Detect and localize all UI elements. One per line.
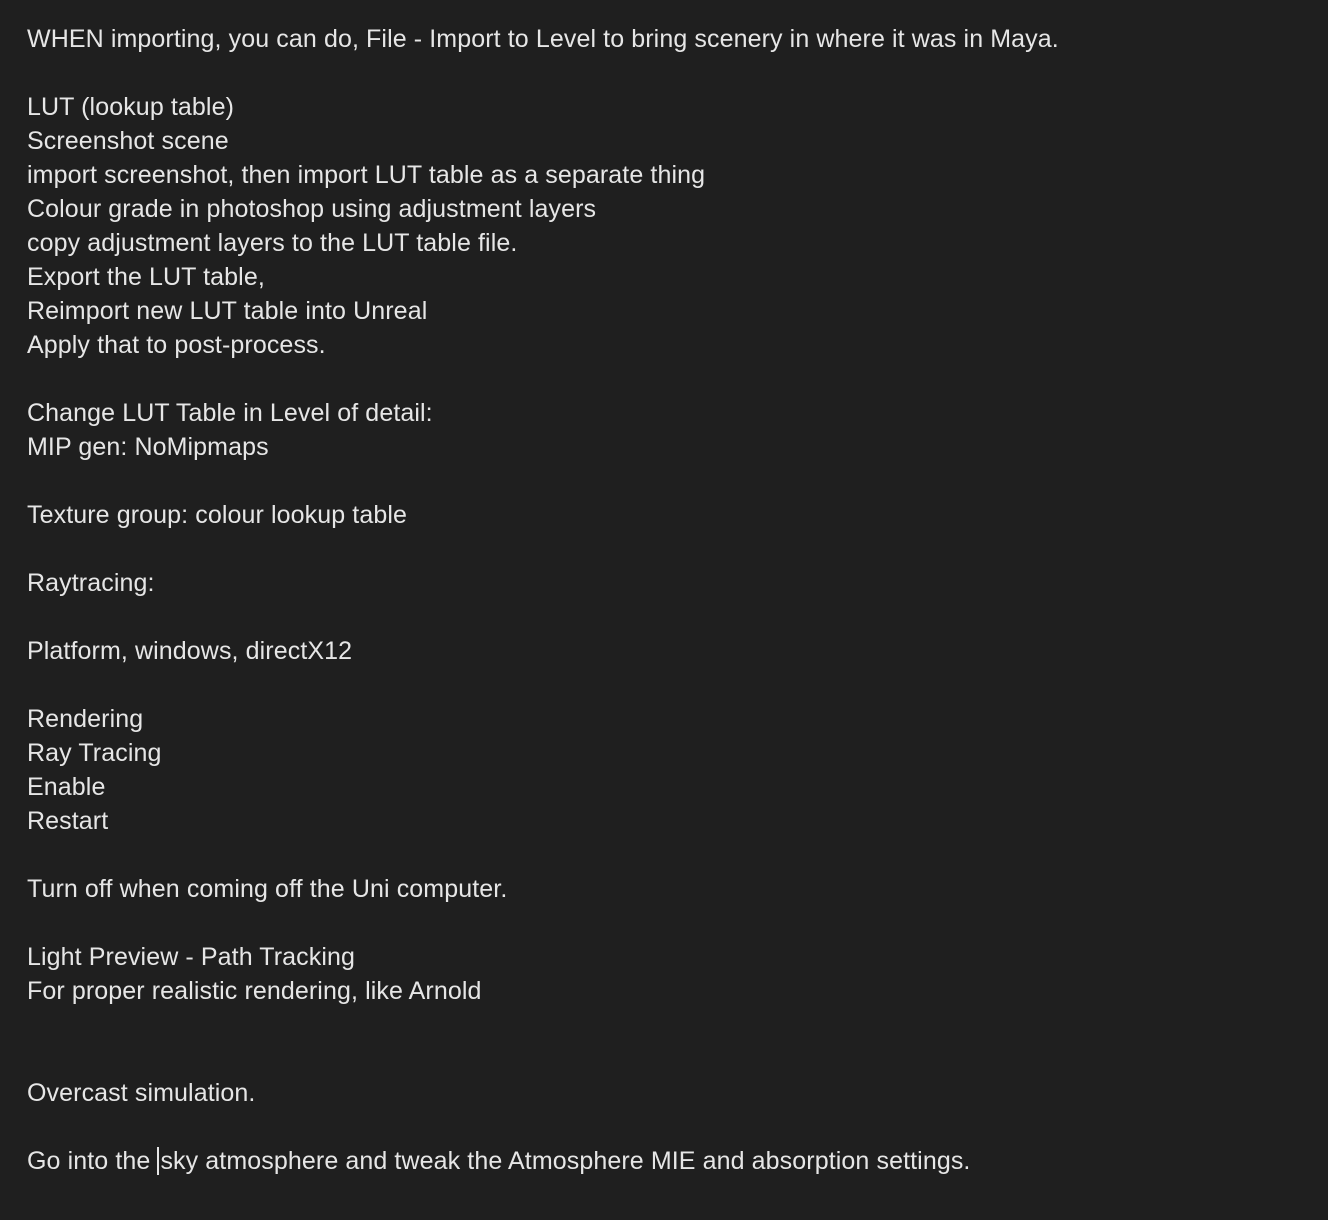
text-after-caret: sky atmosphere and tweak the Atmosphere MIE and absorption settings. — [160, 1147, 971, 1175]
note-line: Ray Tracing — [27, 739, 162, 767]
note-line: Enable — [27, 773, 106, 801]
note-line: Change LUT Table in Level of detail: — [27, 399, 433, 427]
note-line: Apply that to post-process. — [27, 331, 326, 359]
note-line: Raytracing: — [27, 569, 155, 597]
blank-line — [27, 906, 1328, 940]
blank-line — [27, 600, 1328, 634]
note-line: import screenshot, then import LUT table as a separate thing — [27, 161, 706, 189]
note-line: For proper realistic rendering, like Arnold — [27, 977, 482, 1005]
blank-line — [27, 1042, 1328, 1076]
blank-line — [27, 1008, 1328, 1042]
blank-line — [27, 1110, 1328, 1144]
blank-line — [27, 668, 1328, 702]
note-line: Light Preview - Path Tracking — [27, 943, 356, 971]
blank-line — [27, 362, 1328, 396]
blank-line — [27, 464, 1328, 498]
note-line: Reimport new LUT table into Unreal — [27, 297, 428, 325]
note-line: Colour grade in photoshop using adjustment layers — [27, 195, 597, 223]
note-line: Restart — [27, 807, 109, 835]
note-line: Turn off when coming off the Uni computer. — [27, 875, 508, 903]
note-line-with-caret — [27, 1144, 1328, 1178]
note-line: Rendering — [27, 705, 144, 733]
blank-line — [27, 532, 1328, 566]
text-before-caret: Go into the — [27, 1147, 158, 1175]
note-line: copy adjustment layers to the LUT table file. — [27, 229, 518, 257]
note-line: MIP gen: NoMipmaps — [27, 433, 269, 461]
blank-line — [27, 56, 1328, 90]
note-line: LUT (lookup table) — [27, 93, 235, 121]
note-line: WHEN importing, you can do, File - Import to Level to bring scenery in where it was in Maya. — [27, 25, 1059, 53]
note-line: Platform, windows, directX12 — [27, 637, 353, 665]
note-line: Texture group: colour lookup table — [27, 501, 408, 529]
blank-line — [27, 838, 1328, 872]
note-line: Export the LUT table, — [27, 263, 265, 291]
note-line: Overcast simulation. — [27, 1079, 256, 1107]
note-line: Screenshot scene — [27, 127, 229, 155]
